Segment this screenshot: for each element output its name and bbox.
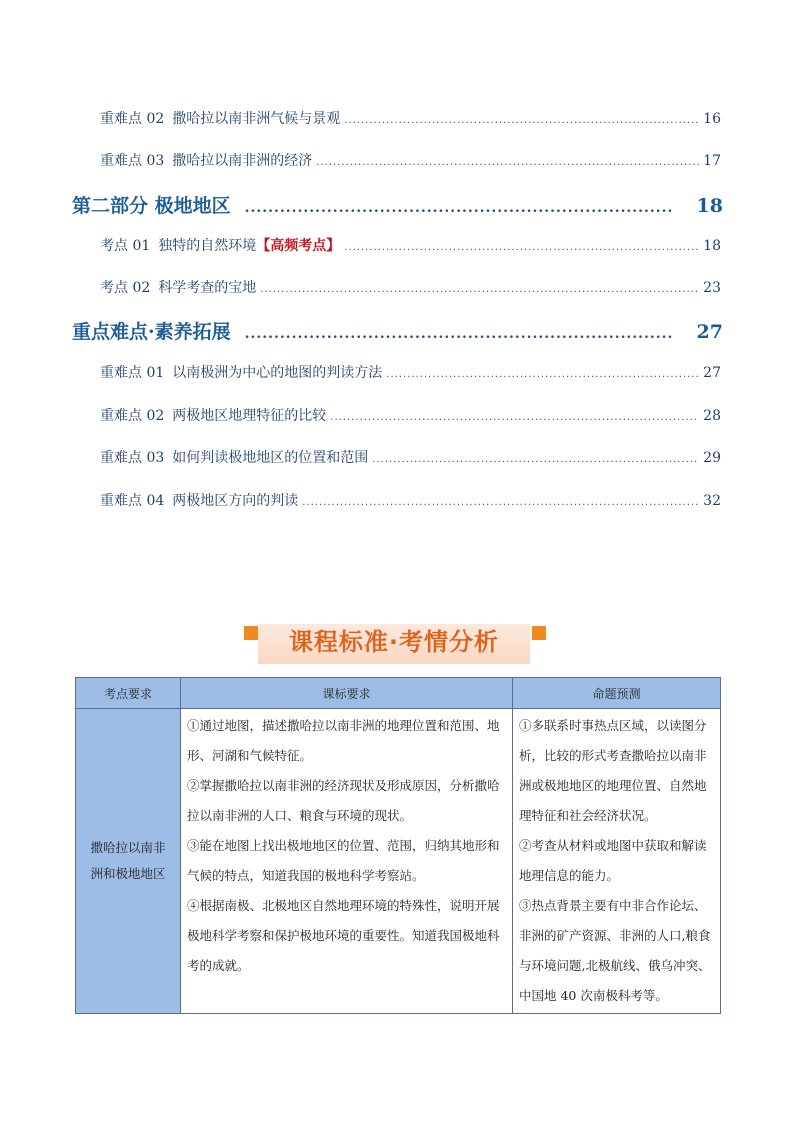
banner-title: 课程标准·考情分析 [288, 628, 500, 656]
toc-leader [330, 412, 699, 423]
toc-page: 18 [696, 195, 723, 217]
toc-leader [372, 454, 699, 465]
toc-leader [260, 284, 699, 295]
toc-page: 27 [703, 365, 721, 381]
toc-code: 重难点 02 [100, 111, 165, 127]
prediction-item: ②考查从材料或地图中获取和解读地理信息的能力。 [519, 838, 707, 883]
topic-line: 洲和极地地区 [90, 866, 166, 881]
toc-page: 28 [703, 408, 721, 424]
header-curriculum-standards: 课标要求 [181, 678, 513, 709]
topic-cell [76, 709, 181, 1014]
toc-code: 重难点 01 [100, 365, 165, 381]
toc-title: 两极地区地理特征的比较 [172, 408, 327, 424]
toc-code: 重难点 02 [100, 408, 165, 424]
toc-entry[interactable] [100, 490, 721, 510]
standard-item: ②掌握撒哈拉以南非洲的经济现状及形成原因，分析撒哈拉以南非洲的人口、粮食与环境的现状。 [187, 778, 500, 823]
toc-entry[interactable] [100, 447, 721, 467]
toc-title: 如何判读极地地区的位置和范围 [172, 450, 369, 466]
toc-entry[interactable] [100, 405, 721, 425]
requirements-table [75, 677, 721, 1014]
toc-page: 23 [703, 280, 721, 296]
standard-item: ①通过地图，描述撒哈拉以南非洲的地理位置和范围、地形、河湖和气候特征。 [187, 718, 500, 763]
toc-page: 17 [703, 153, 721, 169]
toc-title: 两极地区方向的判读 [172, 493, 299, 509]
toc-code: 重难点 03 [100, 450, 165, 466]
toc-page: 16 [703, 111, 721, 127]
prediction-item: ①多联系时事热点区域，以读图分析，比较的形式考查撒哈拉以南非洲或极地地区的地理位置、自然地理特征和社会经济状况。 [519, 718, 707, 823]
toc-part-entry[interactable] [72, 191, 723, 218]
header-predictions: 命题预测 [513, 678, 721, 709]
toc-leader [245, 200, 673, 216]
toc-code: 重难点 03 [100, 153, 165, 169]
high-frequency-tag: 【高频考点】 [256, 238, 341, 254]
toc-title: 撒哈拉以南非洲气候与景观 [172, 111, 341, 127]
toc-entry[interactable] [100, 235, 721, 255]
toc-code: 重难点 04 [100, 493, 165, 509]
banner-square-left-icon [244, 626, 258, 640]
standards-cell [181, 709, 513, 1014]
table-header-row [76, 678, 721, 709]
toc-page: 18 [703, 238, 721, 254]
toc-title: 撒哈拉以南非洲的经济 [172, 153, 313, 169]
toc-part-entry[interactable] [72, 317, 723, 344]
toc-entry[interactable] [100, 362, 721, 382]
toc-leader [386, 369, 699, 380]
section-banner [244, 616, 546, 664]
toc-code: 考点 01 [100, 238, 151, 254]
banner-square-right-icon [532, 626, 546, 640]
toc-leader [344, 242, 699, 253]
toc-leader [316, 157, 699, 168]
toc-title: 科学考查的宝地 [158, 280, 257, 296]
toc-title: 以南极洲为中心的地图的判读方法 [172, 365, 383, 381]
toc-title: 独特的自然环境 [158, 238, 257, 254]
standard-item: ③能在地图上找出极地地区的位置、范围，归纳其地形和气候的特点，知道我国的极地科学考察站。 [187, 838, 500, 883]
toc-leader [302, 497, 699, 508]
table-row [76, 709, 721, 1014]
toc-leader [245, 326, 673, 342]
toc-page: 29 [703, 450, 721, 466]
toc-code: 考点 02 [100, 280, 151, 296]
toc-page: 27 [696, 321, 723, 343]
topic-line: 撒哈拉以南非 [90, 840, 166, 855]
header-exam-points: 考点要求 [76, 678, 181, 709]
toc-entry[interactable] [100, 277, 721, 297]
toc-part-title: 重点难点·素养拓展 [72, 321, 231, 343]
toc-part-title: 第二部分 极地地区 [72, 195, 231, 217]
toc-entry[interactable] [100, 108, 721, 128]
toc-page: 32 [703, 493, 721, 509]
predictions-cell [513, 709, 721, 1014]
toc-leader [344, 115, 699, 126]
toc-entry[interactable] [100, 150, 721, 170]
prediction-item: ③热点背景主要有中非合作论坛、非洲的矿产资源、非洲的人口,粮食与环境问题,北极航线、俄乌冲突、中国地 40 次南极科考等。 [519, 898, 711, 1003]
standard-item: ④根据南极、北极地区自然地理环境的特殊性，说明开展极地科学考察和保护极地环境的重要性。知道我国极地科考的成就。 [187, 898, 500, 973]
